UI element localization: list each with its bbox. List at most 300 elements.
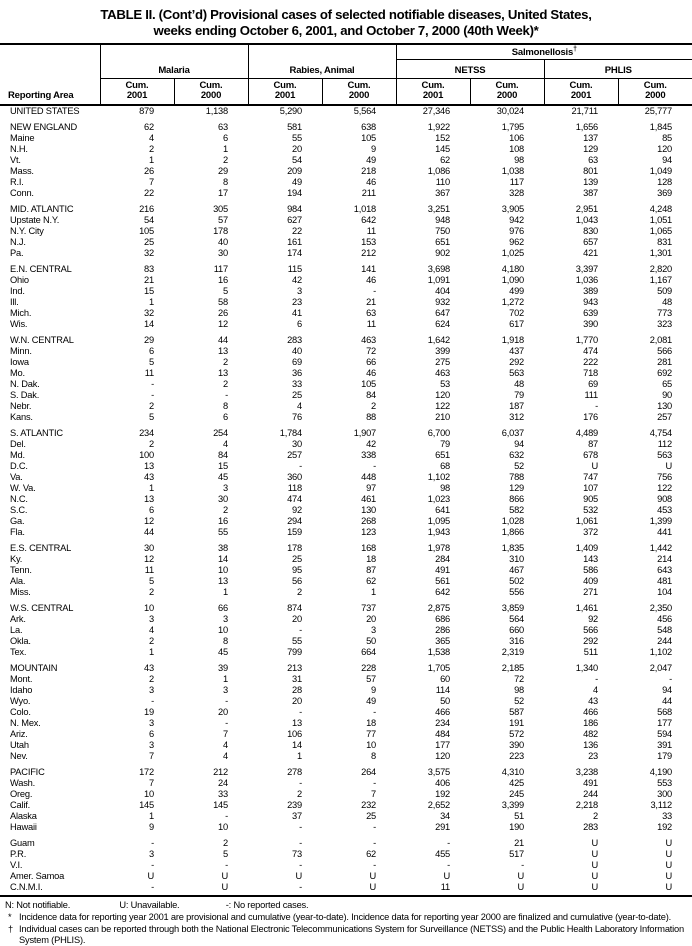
table-header	[0, 44, 692, 105]
value-cell: 15	[218, 461, 228, 472]
value-cell: 54	[292, 155, 302, 166]
value-cell: 234	[139, 428, 154, 439]
value-cell: -	[151, 390, 154, 401]
dagger-text: Individual cases can be reported through both the National Electronic Telecommunications System for Surveillance (NETSS) and the Public Health Laboratory Information System (PHLIS).	[19, 924, 684, 946]
value-cell: 2	[297, 789, 302, 800]
reporting-area-cell: Oreg.	[10, 789, 33, 800]
table-row	[0, 625, 692, 636]
value-cell: 3,112	[650, 800, 673, 811]
value-cell: U	[665, 461, 673, 472]
value-cell: 624	[435, 319, 451, 330]
malaria-cum-2001-header: Cum. 2001	[100, 79, 174, 105]
table-row	[0, 543, 692, 554]
value-cell: 1,795	[501, 122, 525, 133]
value-cell: 4	[149, 625, 154, 636]
table-row	[0, 166, 692, 177]
value-cell: 310	[509, 554, 525, 565]
value-cell: 130	[657, 401, 673, 412]
table-row	[0, 838, 692, 849]
table-row	[0, 335, 692, 346]
value-cell: 12	[144, 554, 154, 565]
reporting-area-cell: Ky.	[10, 554, 23, 565]
reporting-area-cell: Calif.	[10, 800, 30, 811]
value-cell: 312	[509, 412, 525, 423]
value-cell: 106	[287, 729, 302, 740]
reporting-area-cell: Colo.	[10, 707, 31, 718]
value-cell: 83	[144, 264, 154, 275]
value-cell: 8	[223, 177, 228, 188]
value-cell: 2,319	[501, 647, 525, 658]
value-cell: 11	[366, 319, 377, 330]
value-cell: 1,442	[649, 543, 673, 554]
value-cell: 239	[287, 800, 302, 811]
value-cell: 186	[583, 718, 599, 729]
value-cell: 62	[144, 122, 154, 133]
value-cell: 95	[292, 565, 302, 576]
rabies-group-header: Rabies, Animal	[248, 44, 396, 79]
value-cell: 4	[593, 685, 599, 696]
value-cell: 3	[149, 740, 154, 751]
table-row	[0, 483, 692, 494]
value-cell: 365	[435, 636, 451, 647]
value-cell: 41	[292, 308, 302, 319]
value-cell: 87	[588, 439, 599, 450]
value-cell: 20	[218, 707, 228, 718]
value-cell: 3,698	[427, 264, 451, 275]
value-cell: 32	[144, 308, 154, 319]
rabies-cum-2001-header: Cum. 2001	[248, 79, 322, 105]
value-cell: 137	[583, 133, 599, 144]
value-cell: 502	[509, 576, 525, 587]
value-cell: 2,047	[649, 663, 673, 674]
table-row	[0, 412, 692, 423]
value-cell: 2,185	[501, 663, 525, 674]
value-cell: 13	[144, 494, 154, 505]
reporting-area-cell: N. Mex.	[10, 718, 41, 729]
value-cell: -	[373, 860, 377, 871]
value-cell: 8	[223, 401, 228, 412]
value-cell: 120	[657, 144, 673, 155]
value-cell: -	[595, 401, 599, 412]
table-row	[0, 811, 692, 822]
value-cell: 1,272	[501, 297, 525, 308]
value-cell: 10	[218, 822, 228, 833]
asterisk-marker: *	[8, 912, 12, 923]
value-cell: 7	[371, 789, 377, 800]
value-cell: 1,061	[575, 516, 599, 527]
table-row	[0, 472, 692, 483]
value-cell: 5	[149, 357, 154, 368]
table-row	[0, 264, 692, 275]
value-cell: 77	[366, 729, 377, 740]
value-cell: 390	[583, 319, 599, 330]
value-cell: 58	[218, 297, 228, 308]
value-cell: 718	[583, 368, 599, 379]
value-cell: 130	[361, 505, 377, 516]
value-cell: 406	[435, 778, 451, 789]
value-cell: 1,167	[649, 275, 673, 286]
value-cell: 647	[435, 308, 451, 319]
value-cell: 30	[218, 494, 228, 505]
value-cell: 244	[657, 636, 673, 647]
value-cell: U	[665, 838, 673, 849]
value-cell: 1,095	[427, 516, 451, 527]
value-cell: 117	[213, 264, 228, 275]
value-cell: 747	[583, 472, 599, 483]
value-cell: U	[544, 882, 618, 896]
value-cell: 10	[218, 625, 228, 636]
value-cell: 49	[366, 696, 377, 707]
value-cell: 46	[366, 275, 377, 286]
value-cell: 98	[514, 685, 525, 696]
value-cell: U	[322, 882, 396, 896]
value-cell: 228	[361, 663, 377, 674]
value-cell: 6	[149, 346, 154, 357]
value-cell: 1	[223, 144, 228, 155]
value-cell: 7	[149, 177, 154, 188]
reporting-area-cell: PACIFIC	[10, 767, 45, 778]
rabies-cum-2000-header: Cum. 2000	[322, 79, 396, 105]
value-cell: 55	[292, 636, 302, 647]
value-cell: 16	[218, 516, 228, 527]
value-cell: 153	[361, 237, 377, 248]
value-cell: 29	[218, 166, 228, 177]
value-cell: 63	[588, 155, 599, 166]
value-cell: 284	[435, 554, 451, 565]
value-cell: 117	[509, 177, 525, 188]
reporting-area-cell: Maine	[10, 133, 35, 144]
value-cell: -	[225, 718, 228, 729]
value-cell: 42	[292, 275, 302, 286]
value-cell: 3	[297, 286, 302, 297]
value-cell: 3	[223, 483, 228, 494]
value-cell: 660	[509, 625, 525, 636]
value-cell: -	[447, 860, 451, 871]
value-cell: 6,037	[501, 428, 525, 439]
reporting-area-cell: Fla.	[10, 527, 25, 538]
value-cell: 268	[361, 516, 377, 527]
reporting-area-cell: W.N. CENTRAL	[10, 335, 74, 346]
value-cell: 46	[366, 368, 377, 379]
value-cell: 49	[366, 155, 377, 166]
value-cell: 216	[139, 204, 154, 215]
value-cell: 561	[435, 576, 451, 587]
value-cell: 2	[297, 587, 302, 598]
reporting-area-cell: Nev.	[10, 751, 28, 762]
value-cell: 178	[213, 226, 228, 237]
value-cell: 25	[292, 390, 302, 401]
value-cell: 30	[144, 543, 154, 554]
value-cell: 6	[149, 505, 154, 516]
value-cell: 234	[435, 718, 451, 729]
reporting-area-cell: Mass.	[10, 166, 34, 177]
value-cell: 97	[366, 483, 377, 494]
value-cell: 2,081	[649, 335, 673, 346]
table-row	[0, 155, 692, 166]
value-cell: 2	[223, 357, 228, 368]
value-cell: 136	[583, 740, 599, 751]
value-cell: 737	[361, 603, 377, 614]
value-cell: 210	[435, 412, 451, 423]
value-cell: 122	[657, 483, 673, 494]
value-cell: 62	[366, 849, 377, 860]
value-cell: 3,905	[501, 204, 525, 215]
table-row	[0, 647, 692, 658]
table-row	[0, 122, 692, 133]
value-cell: 455	[435, 849, 451, 860]
value-cell: 5,290	[279, 106, 302, 117]
value-cell: 73	[292, 849, 302, 860]
value-cell: 129	[509, 483, 525, 494]
value-cell: U	[221, 871, 228, 882]
reporting-area-cell: N.C.	[10, 494, 28, 505]
value-cell: 42	[366, 439, 377, 450]
value-cell: 300	[657, 789, 673, 800]
value-cell: 305	[213, 204, 228, 215]
table-row	[0, 527, 692, 538]
value-cell: 114	[435, 685, 451, 696]
value-cell: 5,564	[353, 106, 377, 117]
value-cell: 463	[361, 335, 377, 346]
reporting-area-cell: E.N. CENTRAL	[10, 264, 72, 275]
value-cell: 20	[292, 696, 302, 707]
value-cell: 9	[371, 144, 377, 155]
value-cell: 642	[361, 215, 377, 226]
value-cell: 145	[435, 144, 451, 155]
value-cell: U	[147, 871, 154, 882]
value-cell: 651	[435, 450, 451, 461]
value-cell: 976	[509, 226, 525, 237]
value-cell: 1,065	[649, 226, 673, 237]
value-cell: 23	[292, 297, 302, 308]
value-cell: 20	[366, 614, 377, 625]
reporting-area-cell: N.Y. City	[10, 226, 44, 237]
value-cell: 13	[292, 718, 302, 729]
value-cell: 69	[588, 379, 599, 390]
value-cell: 92	[292, 505, 302, 516]
value-cell: 145	[139, 800, 154, 811]
value-cell: 404	[435, 286, 451, 297]
value-cell: 581	[287, 122, 302, 133]
value-cell: 176	[583, 412, 599, 423]
reporting-area-cell: V.I.	[10, 860, 23, 871]
reporting-area-cell: Ariz.	[10, 729, 28, 740]
value-cell: -	[299, 838, 302, 849]
value-cell: 1,642	[427, 335, 451, 346]
value-cell: 1,943	[427, 527, 451, 538]
value-cell: 932	[435, 297, 451, 308]
value-cell: 54	[144, 215, 154, 226]
value-cell: 10	[366, 740, 377, 751]
table-row	[0, 390, 692, 401]
value-cell: 6	[149, 729, 154, 740]
value-cell: 1,091	[427, 275, 451, 286]
value-cell: 1	[149, 647, 154, 658]
reporting-area-cell: Hawaii	[10, 822, 37, 833]
value-cell: 1,102	[649, 647, 673, 658]
value-cell: U	[665, 849, 673, 860]
value-cell: U	[470, 882, 544, 896]
value-cell: -	[299, 461, 302, 472]
salmonellosis-group-header	[396, 44, 692, 60]
table-row	[0, 450, 692, 461]
value-cell: 18	[366, 554, 377, 565]
value-cell: 1,301	[649, 248, 673, 259]
value-cell: 831	[657, 237, 673, 248]
value-cell: 1	[149, 483, 154, 494]
value-cell: 30,024	[496, 106, 525, 117]
value-cell: 7	[149, 778, 154, 789]
value-cell: 22	[292, 226, 302, 237]
value-cell: 52	[514, 461, 525, 472]
value-cell: 1,656	[575, 122, 599, 133]
reporting-area-cell: Wyo.	[10, 696, 31, 707]
value-cell: 4	[149, 133, 154, 144]
reporting-area-cell: Idaho	[10, 685, 33, 696]
value-cell: 187	[509, 401, 525, 412]
value-cell: 37	[292, 811, 302, 822]
value-cell: 48	[662, 297, 673, 308]
value-cell: 21	[514, 838, 525, 849]
value-cell: 1,138	[205, 106, 228, 117]
table-row	[0, 603, 692, 614]
value-cell: -	[299, 822, 302, 833]
footnote-dagger	[5, 924, 688, 946]
value-cell: -	[299, 625, 302, 636]
value-cell: 387	[583, 188, 599, 199]
reporting-area-cell: Mich.	[10, 308, 32, 319]
value-cell: 6	[297, 319, 302, 330]
value-cell: 948	[435, 215, 451, 226]
value-cell: 57	[366, 674, 377, 685]
value-cell: 4	[223, 439, 228, 450]
table-title	[0, 0, 692, 38]
value-cell: -	[299, 778, 302, 789]
value-cell: 511	[583, 647, 599, 658]
value-cell: 4,489	[575, 428, 599, 439]
value-cell: 641	[435, 505, 451, 516]
value-cell: 1,018	[353, 204, 377, 215]
netss-cum-2000-header: Cum. 2000	[470, 79, 544, 105]
value-cell: -	[225, 811, 228, 822]
reporting-area-cell: C.N.M.I.	[0, 882, 100, 896]
value-cell: 2	[149, 587, 154, 598]
value-cell: 108	[509, 144, 525, 155]
reporting-area-cell: Tenn.	[10, 565, 32, 576]
value-cell: 172	[139, 767, 154, 778]
value-cell: 55	[292, 133, 302, 144]
reporting-area-cell: Conn.	[10, 188, 34, 199]
value-cell: 123	[361, 527, 377, 538]
value-cell: 76	[292, 412, 302, 423]
value-cell: 1,090	[501, 275, 525, 286]
value-cell: 572	[509, 729, 525, 740]
value-cell: 2,875	[427, 603, 451, 614]
value-cell: -	[225, 696, 228, 707]
table-row	[0, 767, 692, 778]
value-cell: 84	[366, 390, 377, 401]
value-cell: 122	[435, 401, 451, 412]
value-cell: 1,866	[501, 527, 525, 538]
table-row	[0, 849, 692, 860]
value-cell: 3	[149, 685, 154, 696]
value-cell: 3	[149, 849, 154, 860]
value-cell: 25	[292, 554, 302, 565]
value-cell: 72	[514, 674, 525, 685]
value-cell: 213	[287, 663, 302, 674]
value-cell: 360	[287, 472, 302, 483]
value-cell: 4,180	[501, 264, 525, 275]
table-row	[0, 428, 692, 439]
value-cell: 1,028	[501, 516, 525, 527]
value-cell: 686	[435, 614, 451, 625]
value-cell: 55	[218, 527, 228, 538]
value-cell: -	[225, 860, 228, 871]
value-cell: 13	[218, 346, 228, 357]
value-cell: 143	[583, 554, 599, 565]
reporting-area-cell: Ill.	[10, 297, 19, 308]
value-cell: 27,346	[422, 106, 451, 117]
value-cell: 62	[440, 155, 451, 166]
value-cell: 104	[657, 587, 673, 598]
value-cell: 100	[139, 450, 154, 461]
value-cell: 639	[583, 308, 599, 319]
value-cell: 1,907	[353, 428, 377, 439]
value-cell: -	[373, 286, 377, 297]
value-cell: U	[443, 871, 451, 882]
value-cell: -	[248, 882, 322, 896]
value-cell: 1	[297, 751, 302, 762]
value-cell: 1,770	[575, 335, 599, 346]
value-cell: 2	[223, 838, 228, 849]
value-cell: 409	[583, 576, 599, 587]
value-cell: 57	[218, 215, 228, 226]
value-cell: 3,238	[575, 767, 599, 778]
reporting-area-header: Reporting Area	[0, 44, 100, 105]
value-cell: 617	[509, 319, 525, 330]
value-cell: 1	[149, 155, 154, 166]
value-cell: 65	[662, 379, 673, 390]
reporting-area-cell: N. Dak.	[10, 379, 40, 390]
value-cell: 2	[149, 401, 154, 412]
value-cell: 627	[287, 215, 302, 226]
value-cell: 79	[514, 390, 525, 401]
value-cell: 22	[144, 188, 154, 199]
value-cell: 120	[435, 390, 451, 401]
reporting-area-cell: Ohio	[10, 275, 29, 286]
value-cell: -	[151, 860, 154, 871]
value-cell: 1	[223, 587, 228, 598]
value-cell: U	[591, 871, 599, 882]
value-cell: 14	[144, 319, 154, 330]
value-cell: 1,845	[649, 122, 673, 133]
value-cell: 5	[223, 849, 228, 860]
netss-cum-2001-header: Cum. 2001	[396, 79, 470, 105]
reporting-area-cell: MOUNTAIN	[10, 663, 58, 674]
value-cell: 145	[213, 800, 228, 811]
value-cell: 232	[361, 800, 377, 811]
value-cell: 29	[144, 335, 154, 346]
table-row	[0, 401, 692, 412]
value-cell: 292	[583, 636, 599, 647]
value-cell: 1,023	[427, 494, 451, 505]
value-cell: 177	[435, 740, 451, 751]
value-cell: 36	[292, 368, 302, 379]
value-cell: 20	[292, 144, 302, 155]
table-row	[0, 505, 692, 516]
value-cell: 128	[657, 177, 673, 188]
value-cell: 31	[292, 674, 302, 685]
